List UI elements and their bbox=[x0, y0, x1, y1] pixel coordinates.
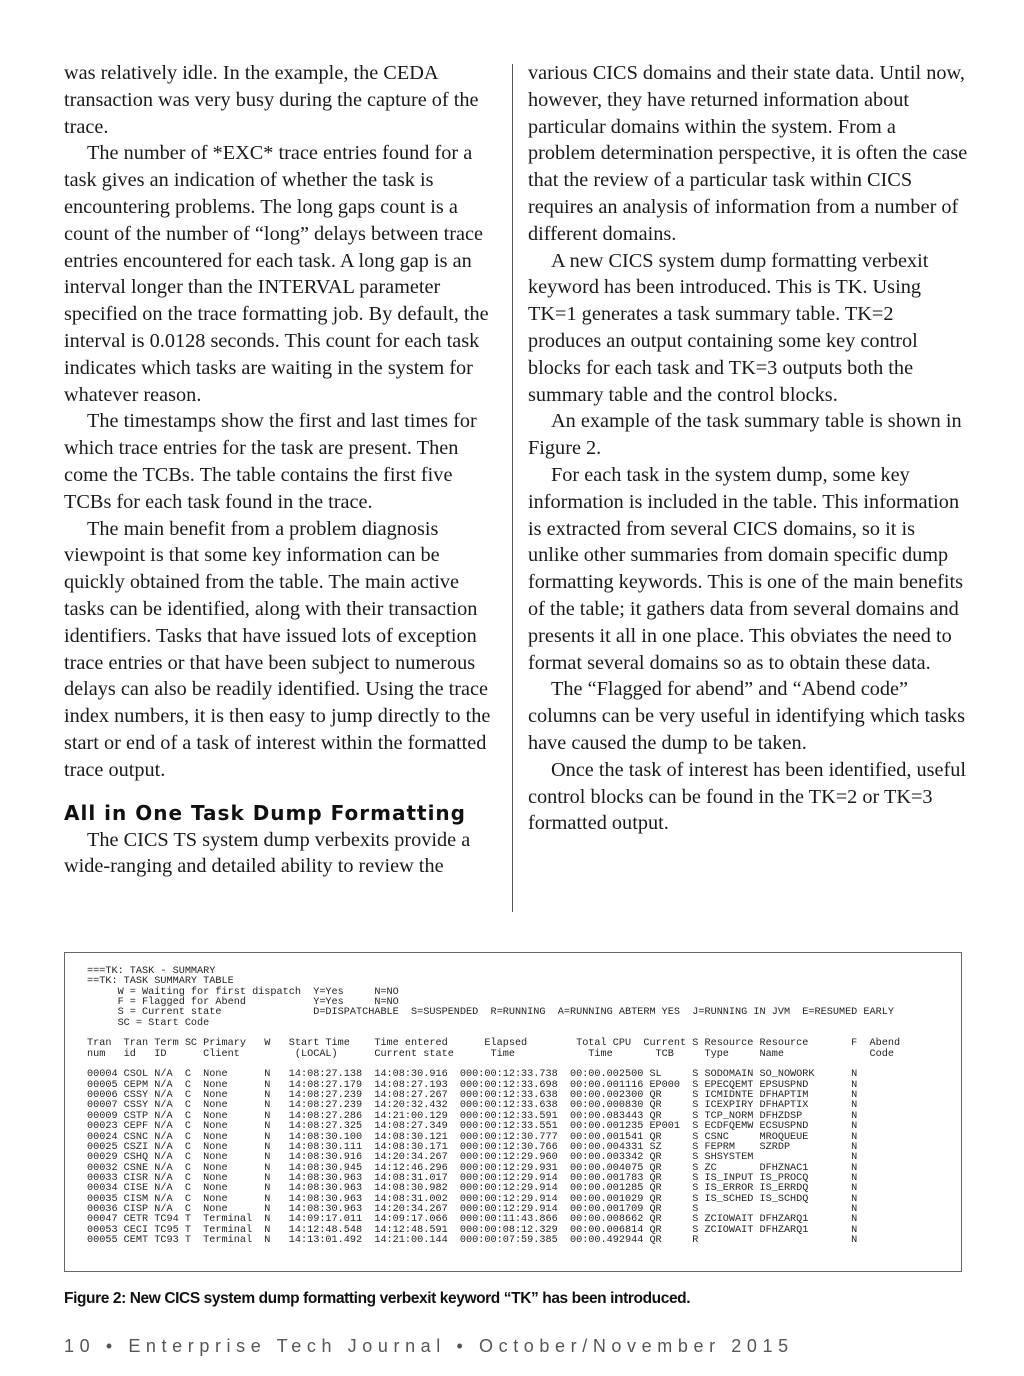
paragraph: The main benefit from a problem diagnosis viewpoint is that some key information can be quickly obtained from the table. The main active tasks can be identified, along with their transaction identifiers. Tasks that have issued lots of exception trace entries or that have been subject to numerous delays can also be readily identified. Using the trace index numbers, it is then easy to jump directly to the start or end of a task of interest within the formatted trace output. bbox=[64, 517, 491, 781]
paragraph: The number of *EXC* trace entries found for a task gives an indication of whether the task is encountering problems. The long gaps count is a count of the number of “long” delays between trace entries encountered for each task. A long gap is an interval longer than the INTERVAL parameter specified on the trace formatting job. By default, the interval is 0.0128 seconds. This count for each task indicates which tasks are waiting in the system for whatever reason. bbox=[64, 142, 489, 406]
section-heading: All in One Task Dump Formatting bbox=[64, 800, 466, 825]
task-summary-dump: ===TK: TASK - SUMMARY ==TK: TASK SUMMARY TABLE W = Waiting for first dispatch Y=Yes N=NO F = Flagged for Abend Y=Yes N=NO S = Current state D=DISPATCHABLE S=SUSPENDED R=RUNNING A=RUNNING ABTERM YES J=RUNNING IN JVM E=RESUMED EARLY SC = Start Code Tran Tran Term SC Primary W Start Time Time entered Elapsed Total CPU Current S Resource Resource F Abend num id ID Client (LOCAL) Current state Time Time TCB Type Name Code 00004 CSOL N/A C None N 14:08:27.138 14:08:30.916 000:00:12:33.738 00:00.002500 SL S SODOMAIN SO_NOWORK N 00005 CEPM N/A C None N 14:08:27.179 14:08:27.193 000:00:12:33.698 00:00.001116 EP000 S EPECQEMT EPSUSPND N 00006 CSSY N/A C None N 14:08:27.239 14:08:27.267 000:00:12:33.638 00:00.002300 QR S ICMIDNTE DFHAPTIM N 00007 CSSY N/A C None N 14:08:27.239 14:20:32.432 000:00:12:33.638 00:00.000830 QR S ICEXPIRY DFHAPTIX N 00009 CSTP N/A C None N 14:08:27.286 14:21:00.129 000:00:12:33.591 00:00.083443 QR S TCP_NORM DFHZDSP N 00023 CEPF N/A C None N 14:08:27.325 14:08:27.349 000:00:12:33.551 00:00.001235 EP001 S ECDFQEMW ECSUSPND N 00024 CSNC N/A C None N 14:08:30.100 14:08:30.121 000:00:12:30.777 00:00.001541 QR S CSNC MROQUEUE N 00025 CSZI N/A C None N 14:08:30.111 14:08:30.171 000:00:12:30.766 00:00.004331 SZ S FEPRM SZRDP N 00029 CSHQ N/A C None N 14:08:30.916 14:20:34.267 000:00:12:29.960 00:00.003342 QR S SHSYSTEM N 00032 CSNE N/A C None N 14:08:30.945 14:12:46.296 000:00:12:29.931 00:00.004075 QR S ZC DFHZNAC1 N 00033 CISR N/A C None N 14:08:30.963 14:08:31.017 000:00:12:29.914 00:00.001783 QR S IS_INPUT IS_PROCQ N 00034 CISE N/A C None N 14:08:30.963 14:08:30.982 000:00:12:29.914 00:00.001285 QR S IS_ERROR IS_ERRDQ N 00035 CISM N/A C None N 14:08:30.963 14:08:31.002 000:00:12:29.914 00:00.001029 QR S IS_SCHED IS_SCHDQ N 00036 CISP N/A C None N 14:08:30.963 14:20:34.267 000:00:12:29.914 00:00.001709 QR S N 00047 CETR TC94 T Terminal N 14:09:17.011 14:09:17.066 000:00:11:43.866 00:00.008662 QR S ZCIOWAIT DFHZARQ1 N 00053 CECI TC95 T Terminal N 14:12:48.548 14:12:48.591 000:00:08:12.329 00:00.006814 QR S ZCIOWAIT DFHZARQ1 N 00055 CEMT TC93 T Terminal N 14:13:01.492 14:21:00.144 000:00:07:59.385 00:00.492944 QR R N bbox=[87, 966, 901, 1246]
page-footer: 10 • Enterprise Tech Journal • October/November 2015 bbox=[64, 1336, 794, 1356]
paragraph: The CICS TS system dump verbexits provide a wide-ranging and detailed ability to review the bbox=[64, 828, 471, 878]
paragraph: The “Flagged for abend” and “Abend code” columns can be very useful in identifying which tasks have caused the dump to be taken. bbox=[528, 678, 966, 754]
paragraph: Once the task of interest has been identified, useful control blocks can be found in the TK=2 or TK=3 formatted output. bbox=[528, 758, 967, 835]
paragraph: various CICS domains and their state data. Until now, however, they have returned information about particular domains within the system. From a problem determination perspective, it is often the case that the review of a particular task within CICS requires an analysis of information from a number of different domains. bbox=[528, 62, 968, 245]
paragraph: An example of the task summary table is shown in Figure 2. bbox=[528, 410, 962, 460]
column-divider bbox=[512, 64, 513, 912]
paragraph: The timestamps show the first and last times for which trace entries for the task are present. Then come the TCBs. The table contains the first five TCBs for each task found in the trace. bbox=[64, 410, 477, 513]
right-column bbox=[528, 60, 968, 837]
paragraph: A new CICS system dump formatting verbexit keyword has been introduced. This is TK. Using TK=1 generates a task summary table. TK=2 produces an output containing some key control blocks for each task and TK=3 outputs both the summary table and the control blocks. bbox=[528, 249, 929, 406]
paragraph: For each task in the system dump, some key information is included in the table. This information is extracted from several CICS domains, so it is unlike other summaries from domain specific dump formatting keywords. This is one of the main benefits of the table; it gathers data from several domains and presents it all in one place. This obviates the need to format several domains so as to obtain these data. bbox=[528, 463, 964, 674]
figure-task-summary bbox=[64, 952, 962, 1272]
left-column bbox=[64, 60, 500, 880]
paragraph: was relatively idle. In the example, the CEDA transaction was very busy during the capture of the trace. bbox=[64, 62, 479, 138]
figure-caption: Figure 2: New CICS system dump formatting verbexit keyword “TK” has been introduced. bbox=[64, 1290, 691, 1307]
